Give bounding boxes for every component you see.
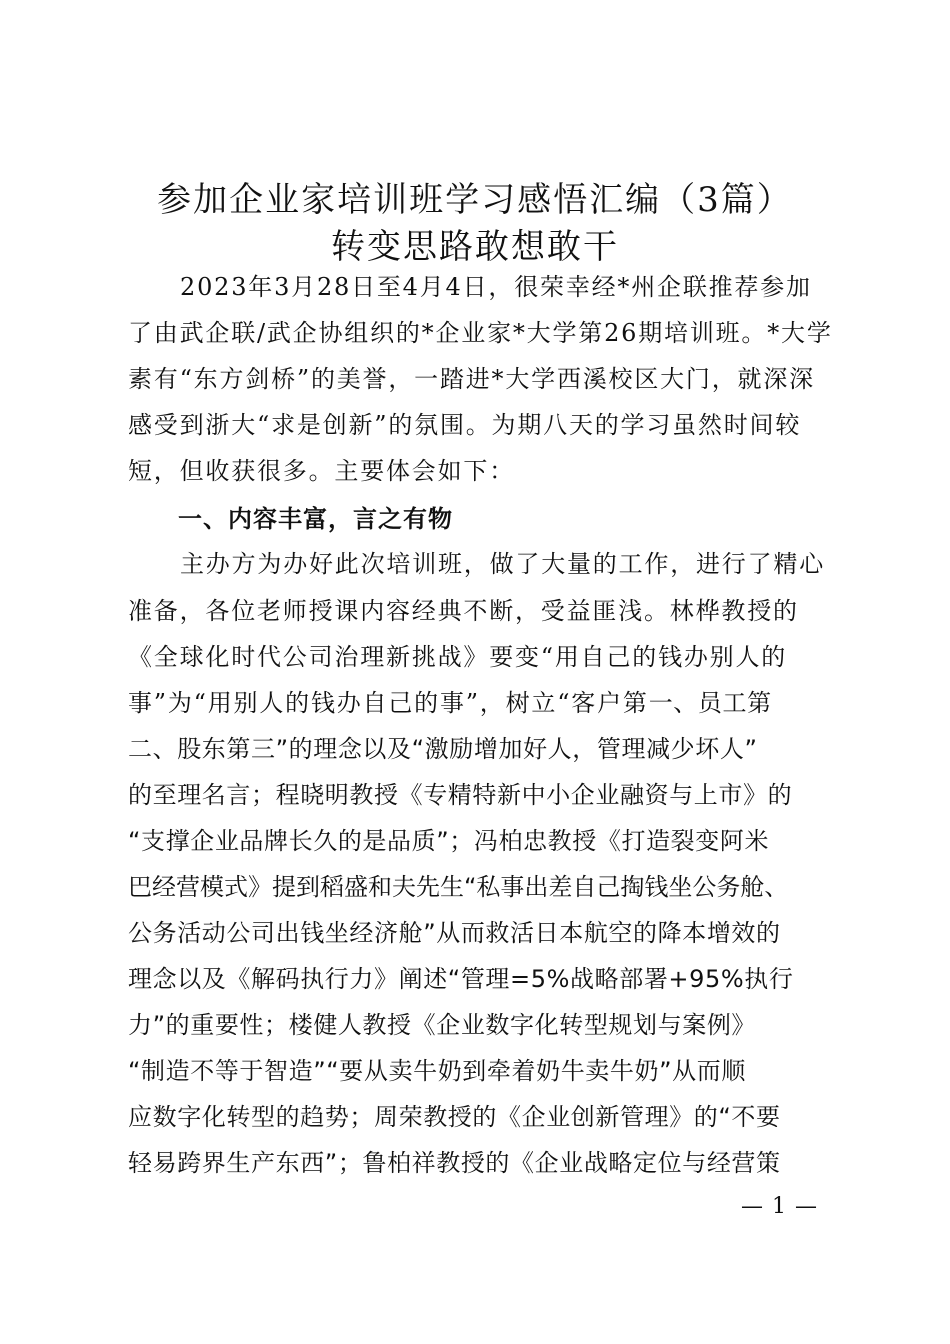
intro-line: 了由武企联/武企协组织的*企业家*大学第26期培训班。*大学 <box>128 319 833 347</box>
paragraph-line: 公务活动公司出钱坐经济舱”从而救活日本航空的降本增效的 <box>128 919 781 947</box>
paragraph-line: 理念以及《解码执行力》阐述“管理=5%战略部署+95%执行 <box>128 965 794 993</box>
intro-line: 2023年3月28日至4月4日，很荣幸经*州企联推荐参加 <box>180 273 812 301</box>
page-number: — 1 — <box>741 1194 818 1219</box>
paragraph-line: 轻易跨界生产东西”；鲁柏祥教授的《企业战略定位与经营策 <box>128 1149 781 1177</box>
section-heading: 一、内容丰富，言之有物 <box>178 505 453 533</box>
paragraph-line: 《全球化时代公司治理新挑战》要变“用自己的钱办别人的 <box>128 643 788 671</box>
intro-line: 素有“东方剑桥”的美誉，一踏进*大学西溪校区大门，就深深 <box>128 365 815 393</box>
intro-line: 感受到浙大“求是创新”的氛围。为期八天的学习虽然时间较 <box>128 411 802 439</box>
paragraph-line: 二、股东第三”的理念以及“激励增加好人，管理减少坏人” <box>128 735 758 763</box>
document-title: 参加企业家培训班学习感悟汇编（3篇） <box>157 180 793 220</box>
paragraph-line: 巴经营模式》提到稻盛和夫先生“私事出差自己掏钱坐公务舱、 <box>128 873 789 901</box>
paragraph-line: 的至理名言；程晓明教授《专精特新中小企业融资与上市》的 <box>128 781 793 809</box>
paragraph-line: 力”的重要性；楼健人教授《企业数字化转型规划与案例》 <box>128 1011 757 1039</box>
paragraph-line <box>128 688 772 718</box>
intro-line: 短，但收获很多。主要体会如下： <box>128 457 515 485</box>
paragraph-line-sans-part: 一、员工第 <box>648 689 772 717</box>
paragraph-line: 应数字化转型的趋势；周荣教授的《企业创新管理》的“不要 <box>128 1103 781 1131</box>
paragraph-line: 准备，各位老师授课内容经典不断，受益匪浅。林桦教授的 <box>128 597 799 625</box>
paragraph-line-serif-part: 事”为“用别人的钱办自己的事”，树立“客户第 <box>128 689 649 717</box>
document-subtitle: 转变思路敢想敢干 <box>331 227 619 267</box>
paragraph-line: “支撑企业品牌长久的是品质”；冯柏忠教授《打造裂变阿米 <box>128 827 770 855</box>
paragraph-line: “制造不等于智造”“要从卖牛奶到牵着奶牛卖牛奶”从而顺 <box>128 1057 746 1085</box>
paragraph-line: 主办方为办好此次培训班，做了大量的工作，进行了精心 <box>180 550 825 578</box>
